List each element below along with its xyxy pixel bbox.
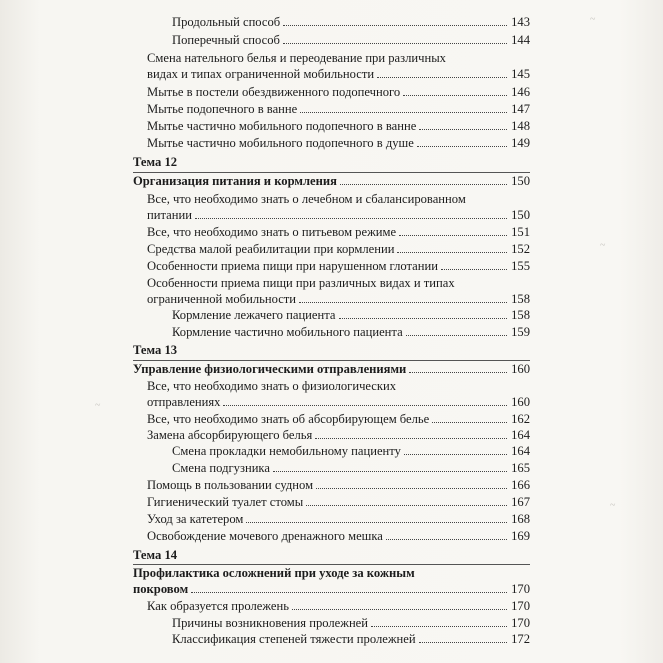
toc-entry-page: 149 [511, 136, 530, 150]
toc-entry-title: Причины возникновения пролежней [172, 616, 369, 630]
toc-entry-title: Смена подгузника [172, 461, 270, 475]
toc-entry-title[interactable]: Все, что необходимо знать о лечебном и сбалансированном [147, 192, 466, 206]
dot-leader [246, 522, 507, 523]
toc-entry-title: Как образуется пролежень [147, 599, 289, 613]
toc-entry[interactable] [0, 14, 530, 30]
toc-entry[interactable] [0, 443, 530, 459]
dot-leader [406, 335, 507, 336]
bleed-through-mark: ~ [590, 14, 596, 25]
toc-entry-title: Мытье в постели обездвиженного подопечного [147, 85, 401, 99]
dot-leader [283, 25, 507, 26]
toc-entry-title-cont: ограниченной мобильности [147, 292, 297, 306]
toc-entry-page: 145 [511, 67, 530, 81]
toc-entry-title: Гигиенический туалет стомы [147, 495, 304, 509]
toc-entry-title: Кормление частично мобильного пациента [172, 325, 403, 339]
toc-entry[interactable] [0, 258, 530, 274]
toc-entry-page: 143 [511, 15, 530, 29]
toc-entry[interactable] [0, 511, 530, 527]
toc-entry-page: 164 [511, 428, 530, 442]
section-title[interactable]: Профилактика осложнений при уходе за кожным [133, 566, 415, 580]
section-title-entry[interactable] [0, 581, 530, 597]
toc-entry-title: Освобождение мочевого дренажного мешка [147, 529, 383, 543]
dot-leader [339, 318, 507, 319]
dot-leader [403, 95, 507, 96]
toc-entry-title: Средства малой реабилитации при кормлении [147, 242, 395, 256]
toc-entry-title: Мытье подопечного в ванне [147, 102, 298, 116]
toc-entry-page: 165 [511, 461, 530, 475]
section-title-entry[interactable] [0, 173, 530, 189]
toc-entry-page: 166 [511, 478, 530, 492]
toc-entry-page: 164 [511, 444, 530, 458]
dot-leader [419, 642, 507, 643]
toc-entry[interactable] [0, 291, 530, 307]
dot-leader [195, 218, 507, 219]
toc-entry-page: 146 [511, 85, 530, 99]
dot-leader [417, 146, 507, 147]
toc-entry-title: Кормление лежачего пациента [172, 308, 336, 322]
toc-entry-title-cont: отправлениях [147, 395, 221, 409]
toc-entry-page: 170 [511, 599, 530, 613]
toc-entry-title: Особенности приема пищи при нарушенном глотании [147, 259, 438, 273]
toc-entry-page: 170 [511, 582, 530, 596]
toc-entry-page: 150 [511, 174, 530, 188]
toc-entry-page: 162 [511, 412, 530, 426]
toc-entry-page: 167 [511, 495, 530, 509]
section-label: Тема 14 [133, 548, 178, 562]
dot-leader [273, 471, 507, 472]
toc-entry-title[interactable]: Особенности приема пищи при различных видах и типах [147, 276, 455, 290]
section-title-cont: покровом [133, 582, 189, 596]
dot-leader [316, 488, 507, 489]
toc-entry[interactable] [0, 66, 530, 82]
bleed-through-mark: ~ [610, 500, 616, 511]
toc-entry-page: 155 [511, 259, 530, 273]
dot-leader [306, 505, 507, 506]
dot-leader [191, 592, 507, 593]
section-title-entry[interactable] [0, 361, 530, 377]
toc-entry[interactable] [0, 477, 530, 493]
dot-leader [419, 129, 507, 130]
dot-leader [404, 454, 507, 455]
toc-entry-title-cont: питании [147, 208, 192, 222]
dot-leader [399, 235, 507, 236]
dot-leader [340, 184, 507, 185]
toc-entry-title: Замена абсорбирующего белья [147, 428, 313, 442]
dot-leader [371, 626, 507, 627]
toc-entry[interactable] [0, 324, 530, 340]
toc-entry-page: 148 [511, 119, 530, 133]
toc-entry-title-cont: видах и типах ограниченной мобильности [147, 67, 375, 81]
toc-entry-page: 160 [511, 362, 530, 376]
dot-leader [292, 609, 507, 610]
toc-entry-page: 151 [511, 225, 530, 239]
dot-leader [397, 252, 507, 253]
toc-entry[interactable] [0, 615, 530, 631]
dot-leader [223, 405, 507, 406]
toc-entry-title: Мытье частично мобильного подопечного в ванне [147, 119, 417, 133]
toc-entry[interactable] [0, 411, 530, 427]
toc-entry-title: Мытье частично мобильного подопечного в душе [147, 136, 414, 150]
toc-entry[interactable] [0, 101, 530, 117]
toc-entry-page: 169 [511, 529, 530, 543]
toc-entry-page: 170 [511, 616, 530, 630]
section-label: Тема 12 [133, 155, 178, 169]
toc-entry[interactable] [0, 207, 530, 223]
toc-entry[interactable] [0, 241, 530, 257]
bleed-through-mark: ~ [600, 240, 606, 251]
toc-entry-page: 144 [511, 33, 530, 47]
toc-entry-title: Помощь в пользовании судном [147, 478, 314, 492]
toc-entry[interactable] [0, 32, 530, 48]
toc-entry-title: Поперечный способ [172, 33, 280, 47]
dot-leader [299, 302, 507, 303]
toc-entry[interactable] [0, 135, 530, 151]
dot-leader [409, 372, 507, 373]
toc-entry-page: 158 [511, 308, 530, 322]
toc-entry-page: 150 [511, 208, 530, 222]
dot-leader [386, 539, 507, 540]
toc-entry-title: Все, что необходимо знать о питьевом режиме [147, 225, 397, 239]
bleed-through-mark: ~ [95, 400, 101, 411]
toc-entry[interactable] [0, 224, 530, 240]
toc-entry[interactable] [0, 598, 530, 614]
toc-entry[interactable] [0, 427, 530, 443]
toc-entry-page: 147 [511, 102, 530, 116]
toc-entry-page: 152 [511, 242, 530, 256]
toc-entry[interactable] [0, 394, 530, 410]
dot-leader [432, 422, 507, 423]
toc-entry-title: Классификация степеней тяжести пролежней [172, 632, 416, 646]
toc-entry[interactable] [0, 631, 530, 647]
toc-entry-title[interactable]: Все, что необходимо знать о физиологических [147, 379, 397, 393]
section-title: Управление физиологическими отправлениями [133, 362, 407, 376]
toc-entry[interactable] [0, 307, 530, 323]
section-title: Организация питания и кормления [133, 174, 337, 188]
toc-entry-title: Все, что необходимо знать об абсорбирующем белье [147, 412, 430, 426]
toc-entry-title: Продольный способ [172, 15, 281, 29]
dot-leader [377, 77, 507, 78]
toc-entry-page: 158 [511, 292, 530, 306]
toc-entry-page: 172 [511, 632, 530, 646]
toc-entry[interactable] [0, 460, 530, 476]
toc-entry-title: Смена прокладки немобильному пациенту [172, 444, 401, 458]
dot-leader [300, 112, 507, 113]
toc-entry-title: Уход за катетером [147, 512, 244, 526]
dot-leader [315, 438, 507, 439]
dot-leader [283, 43, 507, 44]
toc-entry[interactable] [0, 494, 530, 510]
dot-leader [441, 269, 507, 270]
toc-entry[interactable] [0, 528, 530, 544]
toc-entry[interactable] [0, 84, 530, 100]
toc-entry-page: 159 [511, 325, 530, 339]
toc-entry-page: 160 [511, 395, 530, 409]
toc-entry[interactable] [0, 118, 530, 134]
toc-entry-page: 168 [511, 512, 530, 526]
toc-entry-title[interactable]: Смена нательного белья и переодевание при различных [147, 51, 446, 65]
section-label: Тема 13 [133, 343, 178, 357]
